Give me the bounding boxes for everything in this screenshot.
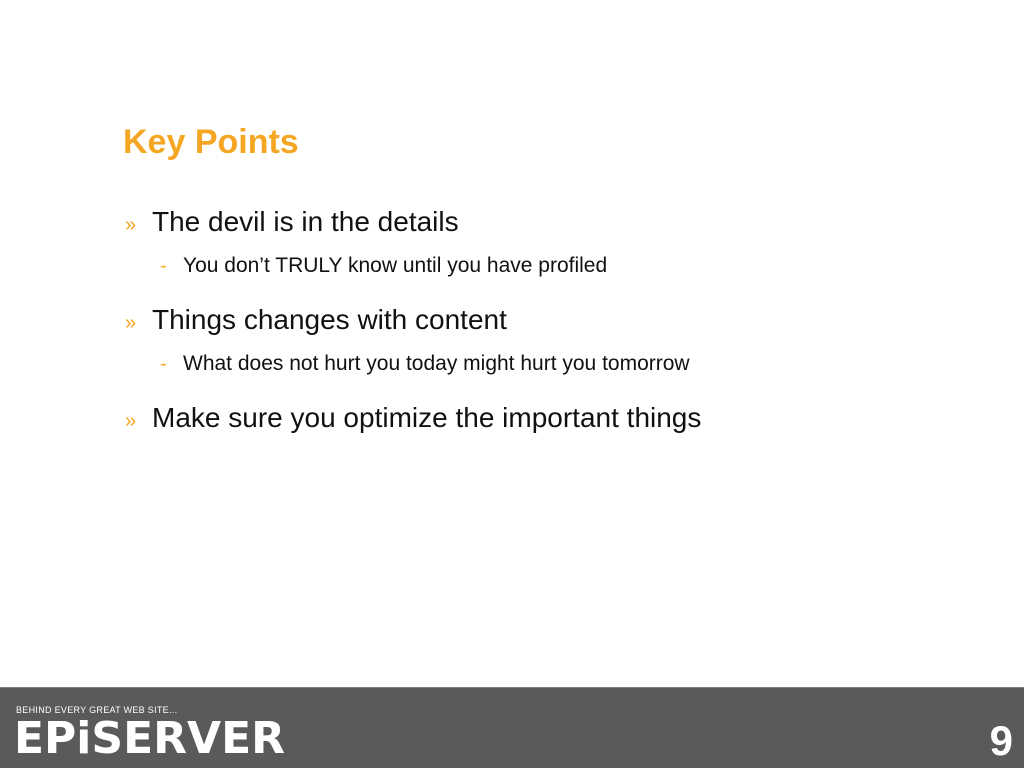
sub-bullet-item xyxy=(125,342,985,396)
slide-title: Key Points xyxy=(123,123,299,161)
footer-bar xyxy=(0,687,1024,768)
bullet-marker: » xyxy=(125,312,137,334)
bullet-item xyxy=(125,396,985,440)
sub-bullet-marker: - xyxy=(160,353,167,375)
episerver-logo: EPiSERVER xyxy=(14,713,286,764)
bullet-list xyxy=(125,200,985,440)
bullet-item xyxy=(125,200,985,244)
bullet-marker: » xyxy=(125,214,137,236)
brand-tagline: BEHIND EVERY GREAT WEB SITE... xyxy=(16,705,178,715)
sub-bullet-marker: - xyxy=(160,255,167,277)
bullet-text: Things changes with content xyxy=(152,304,507,335)
sub-bullet-item xyxy=(125,244,985,298)
page-number: 9 xyxy=(989,717,1013,764)
sub-bullet-text: You don’t TRULY know until you have profiled xyxy=(183,254,608,277)
bullet-marker: » xyxy=(125,410,137,432)
bullet-text: Make sure you optimize the important things xyxy=(152,402,702,433)
bullet-text: The devil is in the details xyxy=(152,206,459,237)
sub-bullet-text: What does not hurt you today might hurt you tomorrow xyxy=(183,352,690,375)
bullet-item xyxy=(125,298,985,342)
